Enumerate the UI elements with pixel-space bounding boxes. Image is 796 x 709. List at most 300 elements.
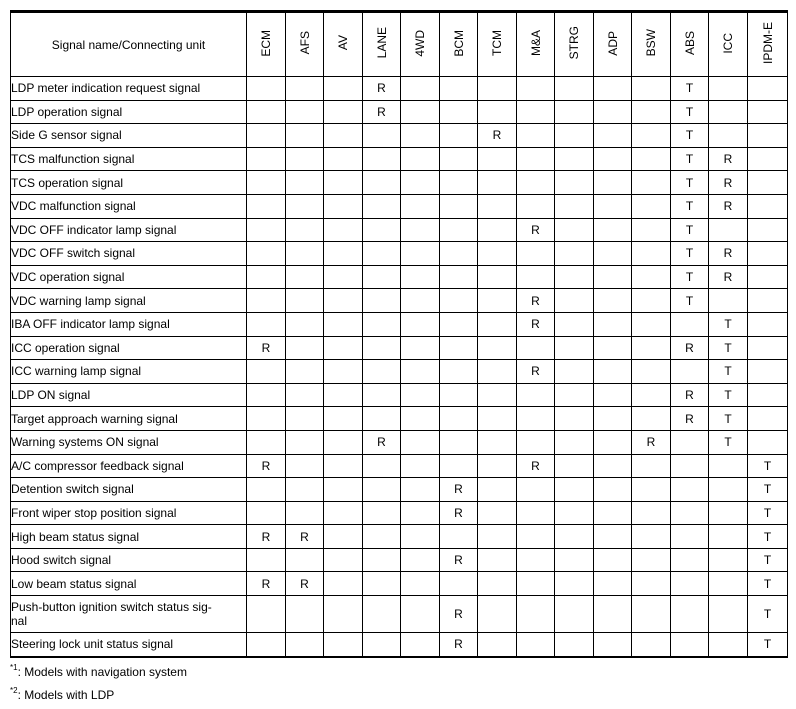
header-unit-label: AV [336,35,350,51]
signal-cell [748,171,788,195]
signal-cell [363,124,401,148]
header-unit-bsw [632,12,671,77]
signal-cell [632,312,671,336]
header-unit-bcm [440,12,478,77]
signal-cell [286,100,324,124]
signal-cell [286,336,324,360]
table-row [11,124,788,148]
signal-cell [401,633,440,657]
signal-cell [324,633,363,657]
table-row [11,218,788,242]
signal-cell [363,548,401,572]
signal-cell [440,407,478,431]
table-row [11,312,788,336]
signal-cell [324,407,363,431]
signal-cell [671,478,709,502]
signal-cell [363,501,401,525]
signal-cell [517,596,555,633]
signal-cell [748,218,788,242]
signal-cell: R [247,572,286,596]
signal-cell [632,124,671,148]
header-unit-m-a [517,12,555,77]
signal-cell [401,478,440,502]
signal-cell [594,77,632,101]
signal-cell [632,194,671,218]
table-row [11,525,788,549]
signal-cell [478,430,517,454]
signal-cell [594,336,632,360]
signal-cell [632,596,671,633]
signal-cell [594,124,632,148]
signal-cell [594,407,632,431]
signal-cell [555,147,594,171]
signal-cell [324,336,363,360]
signal-cell [401,407,440,431]
signal-cell [671,312,709,336]
signal-cell [247,194,286,218]
signal-cell [286,124,324,148]
signal-cell [247,478,286,502]
signal-cell [401,242,440,266]
signal-cell [286,360,324,384]
header-unit-label: TCM [490,30,504,56]
signal-name: VDC warning lamp signal [11,289,247,313]
signal-cell: R [709,171,748,195]
signal-cell [594,194,632,218]
signal-cell [517,525,555,549]
table-row [11,501,788,525]
footnote-text: : Models with LDP [17,688,115,702]
signal-cell [440,194,478,218]
signal-cell [440,77,478,101]
signal-cell [671,360,709,384]
signal-cell [363,171,401,195]
signal-cell [555,312,594,336]
signal-cell [440,265,478,289]
table-row [11,77,788,101]
table-row [11,147,788,171]
signal-cell [748,383,788,407]
signal-cell [247,501,286,525]
signal-name: Low beam status signal [11,572,247,596]
signal-cell [517,242,555,266]
signal-cell [632,478,671,502]
signal-cell [555,265,594,289]
signal-cell: R [247,454,286,478]
signal-name: VDC operation signal [11,265,247,289]
signal-cell [517,501,555,525]
signal-cell [555,430,594,454]
signal-cell: T [748,596,788,633]
signal-cell [363,242,401,266]
signal-cell: T [748,478,788,502]
signal-cell [401,265,440,289]
signal-cell [594,548,632,572]
signal-cell [478,265,517,289]
header-unit-label: AFS [297,31,312,55]
signal-cell [401,336,440,360]
signal-name: LDP meter indication request signal [11,77,247,101]
header-unit-4wd [401,12,440,77]
footnote-mark: *2 [10,686,18,695]
table-row [11,478,788,502]
signal-cell [555,360,594,384]
signal-cell [517,633,555,657]
signal-cell [478,242,517,266]
signal-cell [632,171,671,195]
signal-cell [363,360,401,384]
signal-cell: R [632,430,671,454]
signal-cell [363,407,401,431]
signal-cell [594,430,632,454]
signal-cell [324,596,363,633]
signal-cell: R [478,124,517,148]
signal-cell [709,289,748,313]
signal-cell [363,265,401,289]
signal-cell [671,548,709,572]
footnote-mark: *1 [10,663,18,672]
signal-cell [517,171,555,195]
table-row [11,572,788,596]
signal-cell [517,478,555,502]
signal-cell: T [709,312,748,336]
signal-cell [401,430,440,454]
signal-cell [632,633,671,657]
signal-cell [247,596,286,633]
signal-cell [247,430,286,454]
signal-cell [324,77,363,101]
signal-cell [478,407,517,431]
signal-cell [401,77,440,101]
signal-cell [709,77,748,101]
signal-cell: R [517,454,555,478]
signal-cell: T [671,242,709,266]
signal-cell [363,289,401,313]
signal-cell [286,77,324,101]
header-unit-afs [286,12,324,77]
signal-cell [709,548,748,572]
signal-cell [440,454,478,478]
signal-cell: T [748,548,788,572]
signal-cell [363,194,401,218]
signal-cell: T [671,194,709,218]
signal-cell [363,454,401,478]
signal-cell [286,548,324,572]
signal-cell [401,383,440,407]
signal-cell: T [748,501,788,525]
signal-cell [632,336,671,360]
signal-cell [748,124,788,148]
table-row [11,633,788,657]
signal-cell [517,124,555,148]
signal-cell [247,218,286,242]
signal-cell [363,525,401,549]
signal-cell [709,454,748,478]
signal-cell [286,633,324,657]
signal-cell [286,242,324,266]
signal-cell [517,548,555,572]
signal-cell: R [363,430,401,454]
signal-cell [247,147,286,171]
signal-cell [324,124,363,148]
signal-cell [401,454,440,478]
signal-cell [709,572,748,596]
signal-cell [555,572,594,596]
signal-cell [555,100,594,124]
signal-cell: R [709,265,748,289]
signal-cell [555,77,594,101]
signal-cell [632,383,671,407]
signal-cell: T [671,124,709,148]
signal-cell [555,124,594,148]
signal-cell [671,633,709,657]
signal-cell [324,312,363,336]
signal-cell [632,218,671,242]
signal-cell [632,100,671,124]
signal-cell [324,478,363,502]
header-unit-strg [555,12,594,77]
signal-cell [594,218,632,242]
signal-cell [286,596,324,633]
signal-cell [594,289,632,313]
signal-cell [555,171,594,195]
signal-cell [594,147,632,171]
signal-cell [671,572,709,596]
signal-cell [555,548,594,572]
header-unit-label: ICC [721,32,735,54]
signal-cell [517,383,555,407]
header-unit-label: ADP [605,30,620,56]
signal-cell [440,218,478,242]
signal-cell [748,360,788,384]
signal-cell [632,548,671,572]
signal-cell [555,525,594,549]
signal-cell [555,454,594,478]
signal-cell [478,478,517,502]
signal-cell [363,336,401,360]
header-row [11,12,788,77]
signal-cell [247,407,286,431]
header-unit-lane [363,12,401,77]
signal-cell [324,100,363,124]
header-unit-label: IPDM-E [760,22,775,64]
signal-cell [401,312,440,336]
signal-cell [632,242,671,266]
signal-name: Detention switch signal [11,478,247,502]
signal-cell [748,289,788,313]
signal-cell [401,289,440,313]
signal-cell [555,289,594,313]
table-row [11,430,788,454]
signal-cell [748,100,788,124]
signal-cell [324,194,363,218]
signal-cell [440,100,478,124]
table-row [11,242,788,266]
signal-cell: T [709,407,748,431]
signal-cell [478,501,517,525]
signal-cell [671,501,709,525]
header-unit-abs [671,12,709,77]
signal-cell: T [671,171,709,195]
signal-cell [555,194,594,218]
signal-name: Front wiper stop position signal [11,501,247,525]
signal-cell [517,100,555,124]
signal-name: A/C compressor feedback signal [11,454,247,478]
signal-cell [286,430,324,454]
signal-cell [401,194,440,218]
signal-cell [324,430,363,454]
signal-cell [555,242,594,266]
signal-name: LDP operation signal [11,100,247,124]
signal-cell: R [517,218,555,242]
signal-cell: T [671,100,709,124]
signal-cell [440,525,478,549]
signal-cell [440,360,478,384]
signal-cell [324,383,363,407]
signal-cell: T [748,525,788,549]
signal-cell [478,194,517,218]
signal-name: TCS operation signal [11,171,247,195]
signal-cell [478,525,517,549]
signal-cell: T [748,572,788,596]
signal-cell [401,572,440,596]
header-unit-label: ABS [682,30,697,55]
signal-cell [247,548,286,572]
table-body [11,77,788,657]
header-unit-tcm [478,12,517,77]
signal-name: Push-button ignition switch status sig- nal [11,596,247,633]
signal-cell [632,525,671,549]
signal-cell [555,383,594,407]
table-row [11,596,788,633]
signal-cell [478,218,517,242]
header-unit-ipdm-e [748,12,788,77]
signal-cell [671,454,709,478]
signal-cell [440,312,478,336]
header-unit-adp [594,12,632,77]
table-row [11,336,788,360]
signal-cell [594,454,632,478]
signal-cell [594,242,632,266]
signal-cell: T [671,147,709,171]
signal-name: Side G sensor signal [11,124,247,148]
signal-cell [478,548,517,572]
signal-cell [324,171,363,195]
signal-cell [594,478,632,502]
signal-cell [401,525,440,549]
signal-cell: R [671,407,709,431]
signal-cell [324,525,363,549]
signal-cell [632,501,671,525]
signal-cell [709,501,748,525]
signal-cell: R [286,525,324,549]
signal-cell [286,289,324,313]
signal-cell [247,100,286,124]
signal-cell: T [709,360,748,384]
signal-cell [286,194,324,218]
signal-cell [594,312,632,336]
signal-name: ICC operation signal [11,336,247,360]
signal-cell [632,77,671,101]
signal-cell [709,633,748,657]
signal-cell [632,265,671,289]
signal-cell: R [440,501,478,525]
signal-cell [401,100,440,124]
signal-cell [401,501,440,525]
signal-cell: T [709,383,748,407]
signal-cell [594,100,632,124]
signal-cell [594,383,632,407]
signal-cell [286,171,324,195]
signal-cell [440,147,478,171]
signal-cell: T [671,218,709,242]
signal-cell [517,265,555,289]
signal-name: VDC OFF indicator lamp signal [11,218,247,242]
signal-cell [671,430,709,454]
signal-cell [247,383,286,407]
signal-cell [440,383,478,407]
table-row [11,100,788,124]
signal-cell [324,242,363,266]
signal-cell [517,194,555,218]
signal-cell [363,572,401,596]
signal-cell [478,100,517,124]
signal-cell: R [517,289,555,313]
signal-cell [478,383,517,407]
signal-cell [594,525,632,549]
signal-cell [286,383,324,407]
signal-cell [632,454,671,478]
signal-cell [401,124,440,148]
signal-cell [440,430,478,454]
signal-cell [671,525,709,549]
signal-cell [478,572,517,596]
footnote-2 [10,688,114,702]
signal-cell [247,360,286,384]
signal-cell [594,501,632,525]
signal-cell: R [709,147,748,171]
signal-cell [517,430,555,454]
signal-cell [478,77,517,101]
signal-cell: R [440,548,478,572]
signal-name: Target approach warning signal [11,407,247,431]
signal-cell [594,596,632,633]
signal-cell: T [709,336,748,360]
signal-cell [247,633,286,657]
signal-cell [517,336,555,360]
signal-cell [401,596,440,633]
signal-cell [709,218,748,242]
signal-cell [286,265,324,289]
signal-cell [517,147,555,171]
signal-cell: R [440,633,478,657]
table-row [11,289,788,313]
signal-cell [555,633,594,657]
signal-cell [748,147,788,171]
signal-cell [478,633,517,657]
signal-cell [286,454,324,478]
signal-name: TCS malfunction signal [11,147,247,171]
signal-cell [440,572,478,596]
header-unit-icc [709,12,748,77]
signal-name: Hood switch signal [11,548,247,572]
signal-cell [632,572,671,596]
signal-cell: R [517,312,555,336]
signal-cell [324,501,363,525]
header-unit-label: M&A [528,29,543,56]
table-row [11,360,788,384]
signal-cell [594,265,632,289]
